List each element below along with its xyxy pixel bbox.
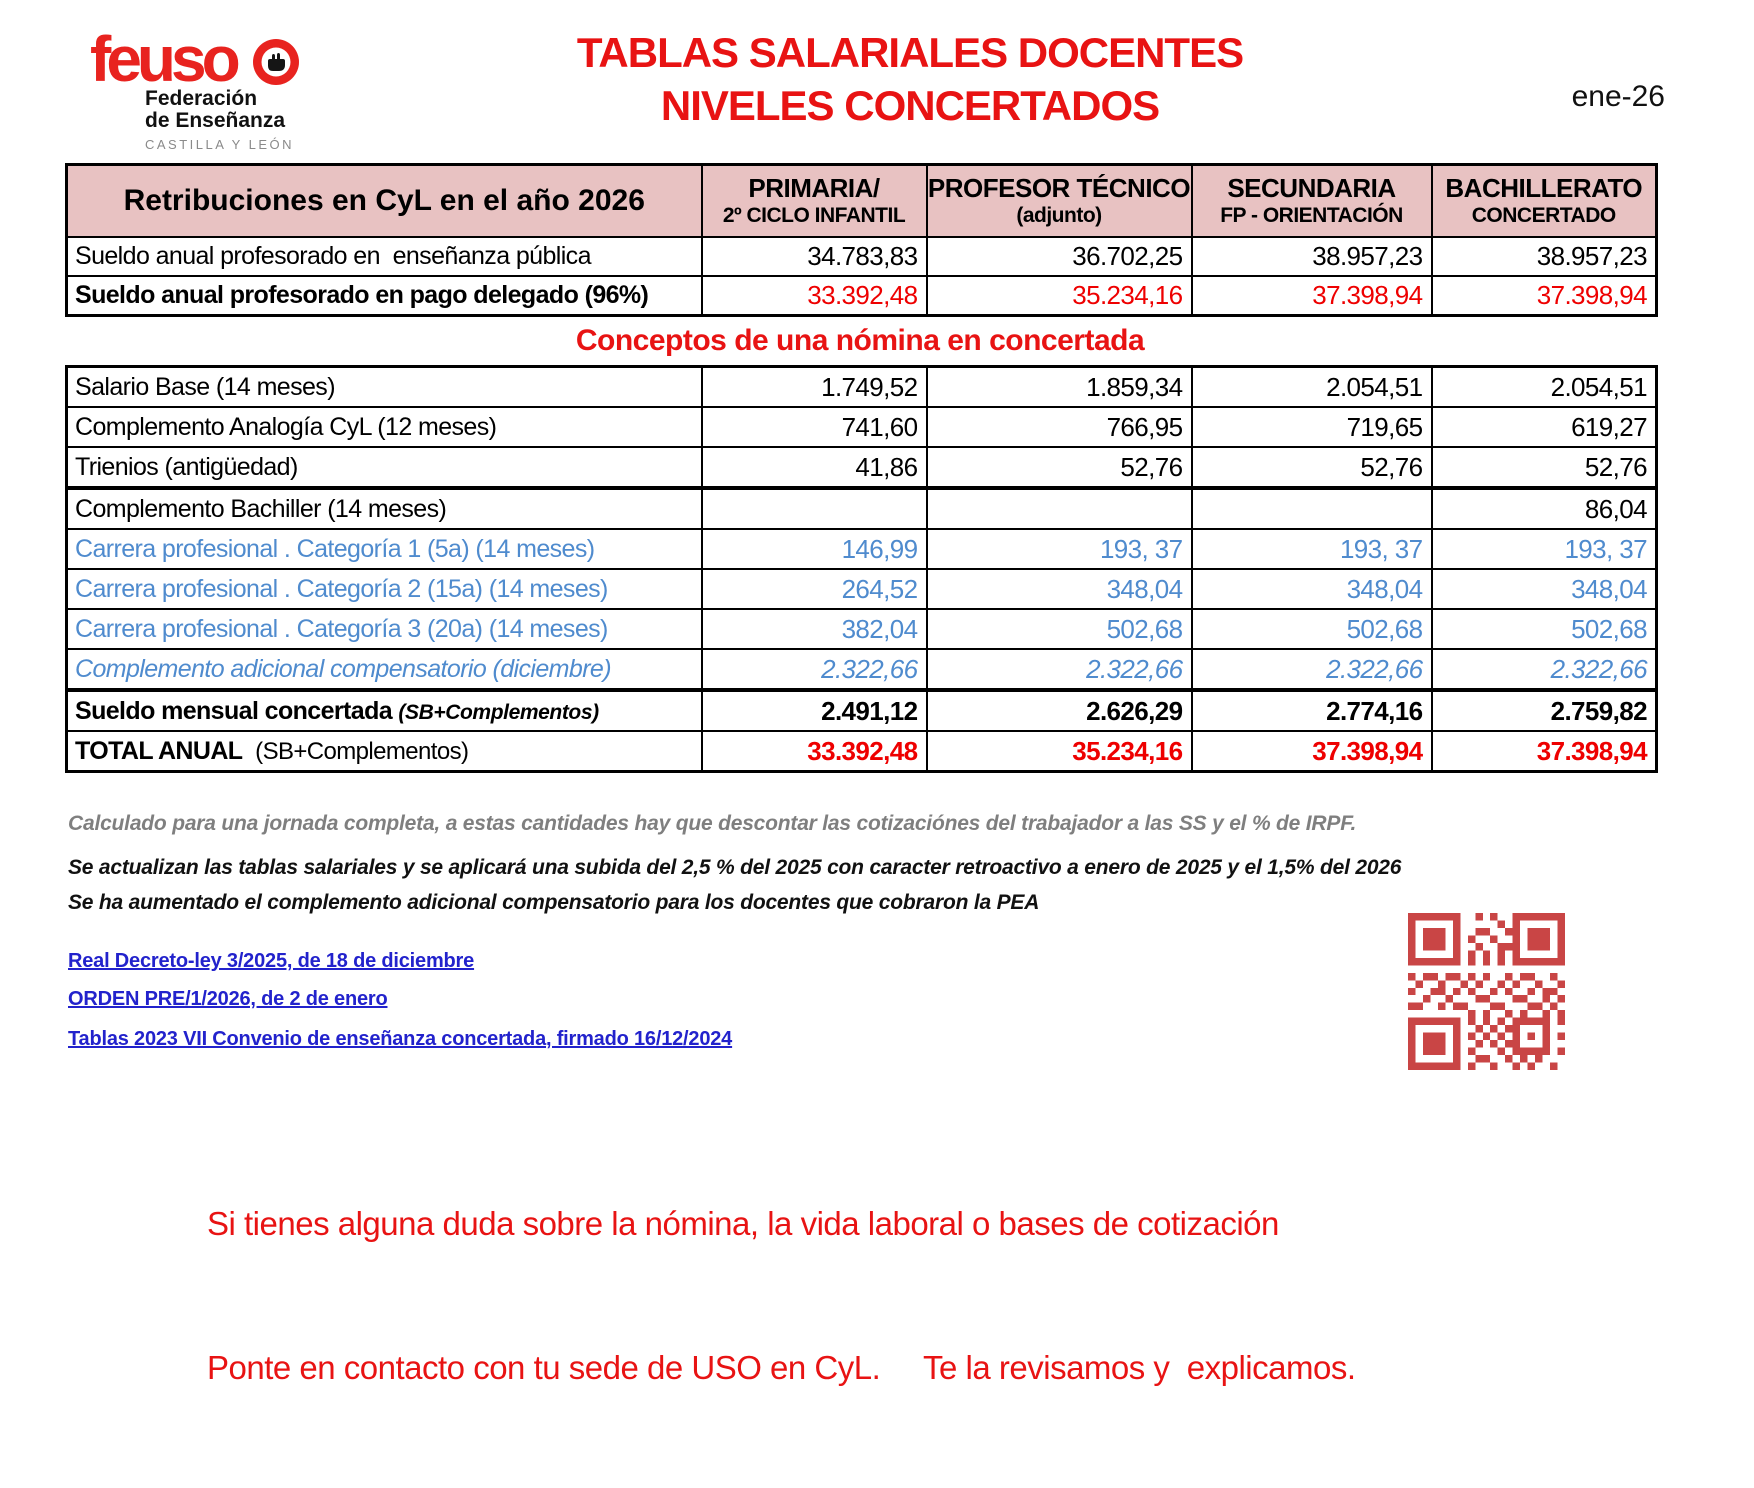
table-row [67,529,1657,569]
row-label: Sueldo anual profesorado en pago delegado (96%) [67,276,702,316]
value-cell: 37.398,94 [1192,276,1432,316]
value-cell: 37.398,94 [1192,731,1432,772]
section-title: Conceptos de una nómina en concertada [575,324,1145,357]
value-cell: 619,27 [1432,407,1657,447]
fist-icon [252,38,300,86]
column-header-line1: PRIMARIA/ [748,173,880,203]
row-label-suffix: (SB+Complementos) [398,700,599,724]
value-cell: 719,65 [1192,407,1432,447]
note-complemento-adicional: Se ha aumentado el complemento adicional compensatorio para los docentes que cobraron la PEA [68,891,1040,914]
value-cell: 34.783,83 [702,237,927,276]
table-row [67,367,1657,408]
logo-ensenanza-text: de Enseñanza [145,109,286,132]
table-row [67,731,1657,772]
value-cell: 2.626,29 [927,690,1192,731]
value-cell: 52,76 [1192,447,1432,488]
value-cell: 52,76 [927,447,1192,488]
row-label [67,731,702,772]
qr-code [1408,913,1565,1070]
value-cell: 193, 37 [1432,529,1657,569]
value-cell: 502,68 [1192,609,1432,649]
row-label: Complemento Bachiller (14 meses) [67,488,702,529]
title-line2: NIVELES CONCERTADOS [660,82,1160,129]
row-label: Sueldo anual profesorado en enseñanza pública [67,237,702,276]
table-row [67,488,1657,529]
value-cell: 38.957,23 [1432,237,1657,276]
value-cell: 36.702,25 [927,237,1192,276]
table-row [67,237,1657,276]
footer-line1: Si tienes alguna duda sobre la nómina, la vida laboral o bases de cotización [207,1205,1279,1242]
row-label: Complemento Analogía CyL (12 meses) [67,407,702,447]
value-cell: 37.398,94 [1432,731,1657,772]
table-row [67,569,1657,609]
value-cell: 2.322,66 [702,649,927,690]
value-cell: 86,04 [1432,488,1657,529]
table-row [67,276,1657,316]
annual-salary-table [65,163,1658,317]
value-cell: 35.234,16 [927,731,1192,772]
logo-region-text: CASTILLA Y LEÓN [145,137,295,152]
row-label: Carrera profesional . Categoría 1 (5a) (14 meses) [67,529,702,569]
value-cell: 2.491,12 [702,690,927,731]
row-label: Salario Base (14 meses) [67,367,702,408]
value-cell: 52,76 [1432,447,1657,488]
table-header-row [67,165,1657,238]
link-orden-pre[interactable]: ORDEN PRE/1/2026, de 2 de enero [68,988,388,1010]
footer-line2: Ponte en contacto con tu sede de USO en CyL. Te la revisamos y explicamos. [207,1349,1356,1386]
value-cell: 38.957,23 [1192,237,1432,276]
value-cell: 2.774,16 [1192,690,1432,731]
value-cell: 33.392,48 [702,731,927,772]
date-label: ene-26 [1571,80,1665,113]
link-real-decreto[interactable]: Real Decreto-ley 3/2025, de 18 de diciembre [68,950,475,972]
value-cell: 502,68 [1432,609,1657,649]
value-cell: 37.398,94 [1432,276,1657,316]
column-header-line2: (adjunto) [1016,204,1102,227]
value-cell: 382,04 [702,609,927,649]
table-row [67,649,1657,690]
table-row [67,609,1657,649]
value-cell: 741,60 [702,407,927,447]
note-jornada-completa: Calculado para una jornada completa, a estas cantidades hay que descontar las cotizaciónes del trabajador a las SS y el % de IRPF. [68,812,1357,835]
value-cell: 193, 37 [927,529,1192,569]
logo-federacion-text: Federación [145,87,258,110]
value-cell: 502,68 [927,609,1192,649]
value-cell: 2.054,51 [1432,367,1657,408]
value-cell [927,488,1192,529]
column-header-line1: SECUNDARIA [1227,173,1396,203]
table-row [67,690,1657,731]
row-label-main: Sueldo mensual concertada [75,696,393,725]
payroll-concepts-table [65,365,1658,773]
row-label: Trienios (antigüedad) [67,447,702,488]
note-actualizacion-tablas: Se actualizan las tablas salariales y se aplicará una subida del 2,5 % del 2025 con caracter retroactivo a enero de 2025 y el 1,5% del 2026 [68,856,1402,879]
value-cell: 2.322,66 [1192,649,1432,690]
column-header-line1: PROFESOR TÉCNICO [927,173,1191,203]
table-row [67,407,1657,447]
value-cell: 146,99 [702,529,927,569]
value-cell: 2.759,82 [1432,690,1657,731]
row-label-suffix: (SB+Complementos) [255,737,469,765]
row-label: Carrera profesional . Categoría 2 (15a) (14 meses) [67,569,702,609]
value-cell: 41,86 [702,447,927,488]
column-header-line2: FP - ORIENTACIÓN [1220,204,1403,227]
title-line1: TABLAS SALARIALES DOCENTES [576,29,1244,76]
value-cell: 348,04 [1192,569,1432,609]
value-cell [1192,488,1432,529]
value-cell: 1.749,52 [702,367,927,408]
value-cell: 348,04 [1432,569,1657,609]
row-label: Complemento adicional compensatorio (diciembre) [67,649,702,690]
value-cell: 2.054,51 [1192,367,1432,408]
value-cell: 1.859,34 [927,367,1192,408]
value-cell: 2.322,66 [1432,649,1657,690]
column-header-primaria [702,165,927,238]
row-label-main: TOTAL ANUAL [75,736,243,765]
column-header-line1: BACHILLERATO [1445,173,1643,203]
value-cell: 766,95 [927,407,1192,447]
feuso-logo [90,23,295,156]
value-cell [702,488,927,529]
footer-contact-text [207,1104,1607,1488]
value-cell: 35.234,16 [927,276,1192,316]
feuso-logo-text: feuso [90,23,236,95]
value-cell: 2.322,66 [927,649,1192,690]
page-title [310,26,1510,132]
table-row [67,447,1657,488]
value-cell: 193, 37 [1192,529,1432,569]
value-cell: 348,04 [927,569,1192,609]
value-cell: 33.392,48 [702,276,927,316]
table1-title-cell: Retribuciones en CyL en el año 2026 [67,165,702,238]
row-label: Carrera profesional . Categoría 3 (20a) (14 meses) [67,609,702,649]
column-header-secundaria [1192,165,1432,238]
link-tablas-convenio[interactable]: Tablas 2023 VII Convenio de enseñanza concertada, firmado 16/12/2024 [68,1028,733,1050]
column-header-line2: CONCERTADO [1471,204,1616,227]
column-header-line2: 2º CICLO INFANTIL [722,204,906,227]
column-header-bachillerato [1432,165,1657,238]
value-cell: 264,52 [702,569,927,609]
column-header-profesor-tecnico [927,165,1192,238]
row-label [67,690,702,731]
